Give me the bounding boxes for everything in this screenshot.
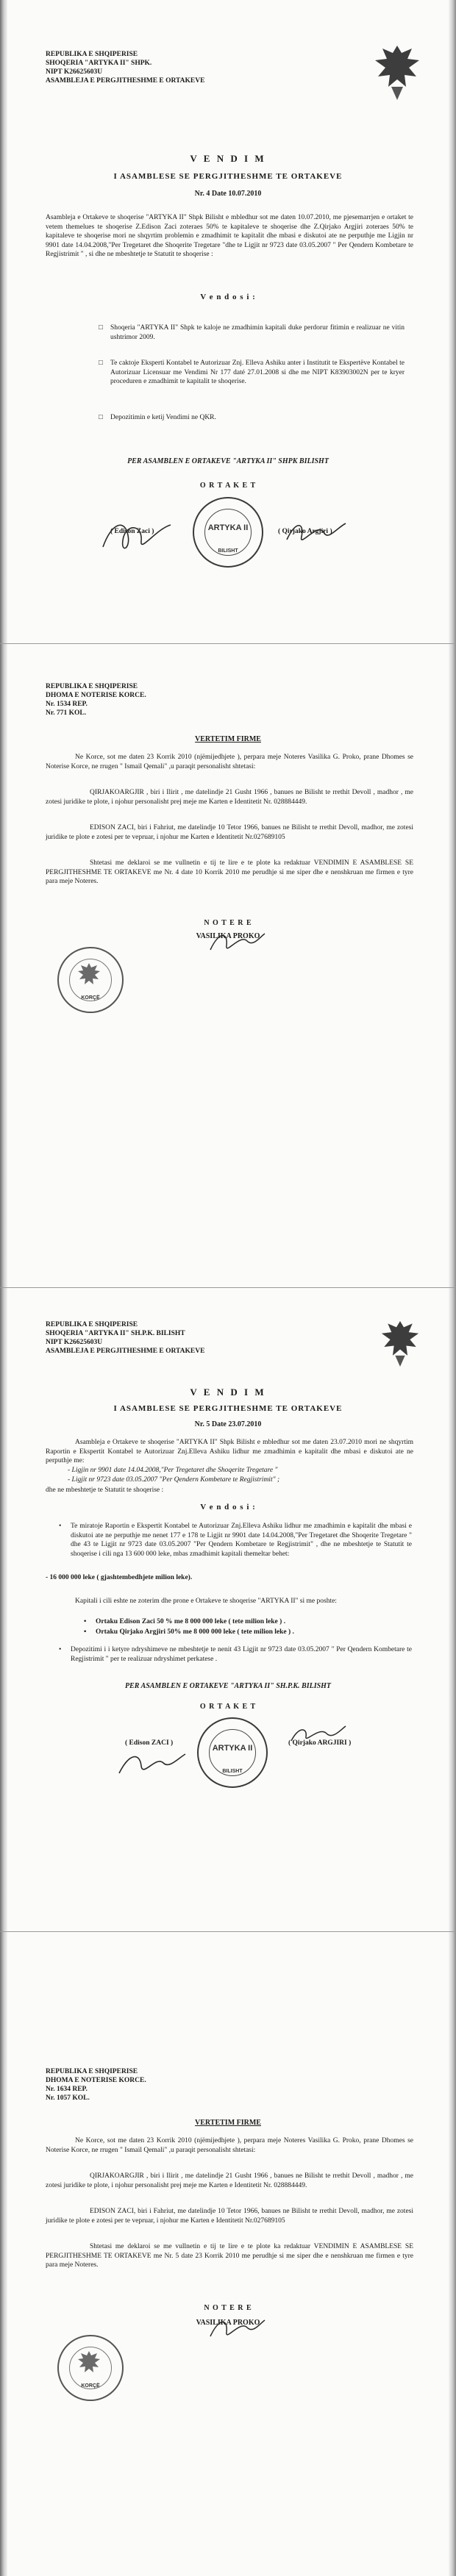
header-line: SHOQERIA "ARTYKA II" SH.P.K. BILISHT: [46, 1330, 185, 1337]
certification-paragraph: EDISON ZACI, biri i Fahriut, me datelindje 10 Tetor 1966, banues ne Bilisht te rrethit Devoll, madhor, me zotesi juridike te plote e zotesi per te vepruar, i njohur me Karten e Identitetit Nr.027689105: [46, 824, 413, 841]
partner-signature-right: ( Qirjako Argjiri ): [278, 528, 332, 535]
decision-item-text: Depozitimi i i ketyre ndryshimeve ne mbeshtetje te nenit 43 Ligjit nr 9723 date 03.05.2007 " Per Qendern Kombetare te Regjistrimit " per te realizuar ndryshimet perkatese .: [71, 1646, 412, 1663]
partner-signature-left: ( Edison Zaci ): [110, 528, 154, 535]
signature-scribble-right: [282, 515, 349, 551]
bullet-marker-icon: •: [84, 1628, 87, 1636]
eagle-emblem-icon: [377, 1317, 424, 1370]
stamp-text: KORÇË: [81, 995, 100, 1001]
certification-paragraph: Shtetasi me deklaroi se me vullnetin e tij te lire e te plote ka redaktuar VENDIMIN E ASAMBLESE SE PERGJITHESHME TE ORTAKEVE me Nr. 4 date 10 Korrik 2010 me perudhje si me siper dhe e nenshkruan me firmen e tyre para meje Noteres.: [46, 859, 413, 885]
decision-number-date: Nr. 4 Date 10.07.2010: [194, 190, 262, 198]
notary-label: N O T E R E: [204, 2304, 252, 2312]
stamp-subtext: BILISHT: [218, 548, 238, 554]
intro-paragraph: Asambleja e Ortakeve te shoqerise "ARTYKA II" Shpk Bilisht e mbledhur sot me daten 10.07.2010, me pjesemarrjen e ortaket te vetem themelues te shoqerise Z.Edison Zaci zoteraes 50% te kapitaleve te shoqerise dhe Z.Qirjako Argjiri zoteraes 50% te kapitaleve te shoqerise mori ne shqyrtim problemin e zmadhimit te kapitalit dhe mbasi e diskutoi ate ne perputhje me Ligjin nr 9901 date 14.04.2008,"Per Tregetaret dhe Shoqerite Tregetare "dhe te Ligjit nr 9723 date 03.05.2007 " Per Qendern Kombetare te Regjistrimit " , si dhe ne mbeshtetje te Statutit te shoqerise :: [46, 214, 413, 258]
bullet-marker-icon: •: [84, 1618, 87, 1625]
document-subtitle: I ASAMBLESE SE PERGJITHESHME TE ORTAKEVE: [113, 1404, 343, 1413]
certification-paragraph: Ne Korce, sot me daten 23 Korrik 2010 (njëmijedhjete ), perpara meje Noteres Vasilika G. Proko, prane Dhomes se Noterise Korce, ne rrugen " Ismail Qemali" ,u paraqit personalisht shtetasi:: [46, 2137, 413, 2154]
company-stamp: [193, 497, 263, 568]
decision-item: [59, 1522, 412, 1559]
document-title: V E N D I M: [190, 153, 266, 164]
header-line: ASAMBLEJA E PERGJITHESHME E ORTAKEVE: [46, 1348, 205, 1355]
header-line: NIPT K26625603U: [46, 1339, 103, 1346]
partner-signature-right: ( Qirjako ARGJIRI ): [288, 1739, 352, 1747]
scan-edge-left: [0, 1288, 7, 1932]
header-line: REPUBLIKA E SHQIPERISE: [46, 683, 138, 690]
document-title: V E N D I M: [190, 1387, 266, 1398]
decision-item-text: Te caktoje Eksperti Kontabel te Autorizuar Znj. Ellevа Ashiku anter i Institutit te Ekspertëve Kontabel te Autorizuar Licensuar me Vendimi Nr 177 daté 27.01.2008 si dhe me NIPT K83903002N per te kryer proceduren e zmadhimit te kapitalit te shoqerise.: [110, 359, 405, 385]
decision-item: [99, 323, 405, 342]
bullet-marker-icon: •: [59, 1646, 62, 1653]
partner-signature-left: ( Edison ZACI ): [125, 1739, 174, 1747]
eagle-emblem-icon: [76, 962, 101, 987]
shares-intro: Kapitali i cili eshte ne zoterim dhe pronе e Ortakeve te shoqerise "ARTYKA II" si me poshte:: [75, 1598, 337, 1605]
decision-item-text: Te miratoje Raportin e Ekspertit Kontabel te Autorizuar Znj.Elleva Ashiku lidhur me zmadhimin e kapitalit dhe mbasi e diskutoi ate ne perputhje me nenet 177 e 178 te Ligjit nr 9901 date 14.04.2008,"Per Tregetaret dhe Shoqerite Tregetare " dhe 43 te Ligjit nr 9723 date 03.05.2007 "Per Qendern Kombetare te Regjistrimit" , dhe ne mbeshtetje te Statutit te shoqerise i cili nga 13 600 000 leke, mbas zmadhimit kapitali themeltar behet:: [71, 1523, 412, 1558]
certification-paragraph: Ne Korce, sot me daten 23 Korrik 2010 (njëmijedhjete ), perpara meje Noteres Vasilika G. Proko, prane Dhomes se Noterise Korce, ne rrugen " Ismail Qemali" ,u paraqit personalisht shtetasi:: [46, 754, 413, 770]
company-stamp: [197, 1717, 268, 1788]
law-reference: - Ligjit nr 9723 date 03.05.2007 "Per Qendern Kombetare te Regjistrimit" ;: [68, 1476, 280, 1484]
share-item: [84, 1617, 286, 1627]
share-item: [84, 1628, 294, 1637]
certification-paragraph: QIRJAKOARGJIR , biri i Ilirit , me datelindje 21 Gusht 1966 , banues ne Bilisht te rrethit Devoll , madhor , me zotesi juridike te plote, i njohur personalisht prej meje me Karten e Identitetit Nr. 028884449.: [46, 789, 413, 806]
bullet-marker-icon: •: [59, 1523, 62, 1530]
scan-edge-right: [449, 1932, 456, 2576]
new-capital-amount: - 16 000 000 leke ( gjashtembedhjete milion leke).: [46, 1574, 193, 1581]
law-reference: - Ligjin nr 9901 date 14.04.2008,"Per Tregetaret dhe Shoqerite Tregetare ": [68, 1467, 278, 1474]
header-line: REPUBLIKA E SHQIPERISE: [46, 51, 138, 58]
decision-item-text: Depozitimin e ketij Vendimi ne QKR.: [110, 414, 216, 421]
notary-header: [46, 2067, 146, 2103]
header-line: Nr. 1534 REP.: [46, 701, 88, 708]
scan-edge-left: [0, 1932, 7, 2576]
header-line: DHOMA E NOTERISE KORCE.: [46, 2077, 146, 2084]
scan-edge-right: [449, 1288, 456, 1932]
header-line: NIPT K26625603U: [46, 68, 103, 76]
share-item-text: Ortaku Edison Zaci 50 % me 8 000 000 leke ( tete milion leke ) .: [96, 1618, 286, 1625]
stamp-text: ARTYKA II: [207, 523, 249, 532]
certification-paragraph: QIRJAKOARGJIR , biri i Ilirit , me datelindje 21 Gusht 1966 , banues ne Bilisht te rrethit Devoll , madhor , me zotesi juridike te plote, i njohur personalisht prej meje me Karten e Identitetit Nr. 028884449.: [46, 2172, 413, 2189]
notary-label: N O T E R E: [204, 919, 252, 927]
decision-number-date: Nr. 5 Date 23.07.2010: [194, 1420, 262, 1428]
bullet-marker-icon: □: [99, 324, 103, 332]
partners-label: O R T A K E T: [199, 482, 257, 490]
header-line: Nr. 771 KOL.: [46, 709, 87, 717]
notary-signature-scribble: [207, 928, 266, 957]
decides-heading: V e n d o s i :: [200, 293, 256, 301]
certification-title: VERTETIM FIRME: [195, 735, 261, 743]
signature-scribble-left: [97, 515, 178, 559]
partners-label: O R T A K E T: [199, 1703, 257, 1711]
decision-item: [59, 1645, 412, 1664]
stamp-text: KORÇË: [81, 2383, 100, 2389]
scan-edge-left: [0, 0, 7, 644]
closing-line: PER ASAMBLEN E ORTAKEVE "ARTYKA II" SHPK BILISHT: [127, 457, 329, 465]
eagle-emblem-icon: [76, 2350, 101, 2375]
bullet-marker-icon: □: [99, 359, 103, 367]
header-line: ASAMBLEJA E PERGJITHESHME E ORTAKEVE: [46, 77, 205, 85]
signature-scribble-left: [115, 1748, 188, 1782]
notary-name: VASILIKA PROKO: [196, 932, 260, 940]
page-2: [0, 644, 456, 1288]
header-line: SHOQERIA "ARTYKA II" SHPK.: [46, 60, 152, 67]
certification-title: VERTETIM FIRME: [195, 2119, 261, 2127]
header-line: Nr. 1634 REP.: [46, 2086, 88, 2093]
decision-item-text: Shoqeria "ARTYKA II" Shpk te kaloje ne zmadhimin kapitali duke perdorur fitimin e realizuar ne vitin ushtrimor 2009.: [110, 324, 405, 341]
document-subtitle: I ASAMBLESE SE PERGJITHESHME TE ORTAKEVE: [113, 172, 343, 181]
header-line: REPUBLIKA E SHQIPERISE: [46, 2068, 138, 2075]
stamp-subtext: BILISHT: [222, 1769, 243, 1774]
notary-name: VASILIKA PROKO: [196, 2319, 260, 2327]
closing-line: PER ASAMBLEN E ORTAKEVE "ARTYKA II" SH.P.K. BILISHT: [124, 1682, 332, 1690]
decision-item: [99, 413, 405, 423]
share-item-text: Ortaku Qirjako Argjiri 50% me 8 000 000 leke ( tete milion leke ) .: [96, 1628, 294, 1636]
bullet-marker-icon: □: [99, 414, 103, 421]
page-1: [0, 0, 456, 644]
header-line: REPUBLIKA E SHQIPERISE: [46, 1321, 138, 1328]
scan-edge-right: [449, 0, 456, 644]
notary-signature-scribble: [207, 2314, 266, 2344]
intro-paragraph: Asambleja e Ortakeve te shoqerise "ARTYKA II" Shpk Bilisht e mbledhur sot me daten 23.07.2010 mori ne shqyrtim Raportin e Ekspertit Kontabel te Autorizuar Znj.Elleva Ashiku lidhur me zmadhimin e kapitalit dhe mbasi e diskutoi ate ne perputhje me:: [46, 1439, 413, 1464]
page-3: [0, 1288, 456, 1932]
company-header: [46, 50, 204, 85]
company-header: [46, 1320, 204, 1356]
signature-scribble-right: [288, 1722, 347, 1747]
header-line: Nr. 1057 KOL.: [46, 2094, 90, 2102]
eagle-emblem-icon: [369, 41, 425, 104]
stamp-text: ARTYKA II: [212, 1744, 253, 1753]
page-4: [0, 1932, 456, 2576]
decision-item: [99, 359, 405, 387]
intro-paragraph: dhe ne mbeshtetje te Statutit te shoqerise :: [46, 1486, 164, 1494]
notary-header: [46, 682, 146, 718]
certification-paragraph: EDISON ZACI, biri i Fahriut, me datelindje 10 Tetor 1966, banues ne Bilisht te rrethit Devoll, madhor, me zotesi juridike te plote e zotesi per te vepruar, i njohur me Karten e Identitetit Nr.027689105: [46, 2208, 413, 2225]
certification-paragraph: Shtetasi me deklaroi se me vullnetin e tij te lire e te plote ka redaktuar VENDIMIN E ASAMBLESE SE PERGJITHESHME TE ORTAKEVE me Nr. 5 date 23 Korrik 2010 me perudhje si me siper dhe e nenshkruan me firmen e tyre para meje Noteres.: [46, 2243, 413, 2269]
header-line: DHOMA E NOTERISE KORCE.: [46, 692, 146, 699]
decides-heading: V e n d o s i :: [200, 1503, 256, 1511]
